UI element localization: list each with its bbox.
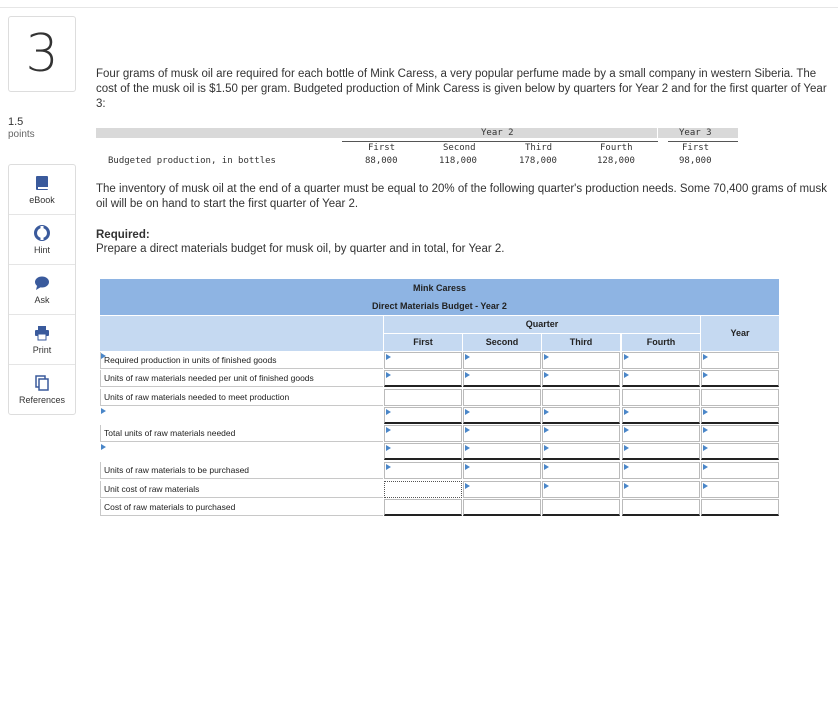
input-cell[interactable] <box>622 370 700 387</box>
input-cell[interactable] <box>622 425 700 442</box>
production-value: 98,000 <box>679 156 712 166</box>
sidebar-item-print[interactable] <box>9 315 75 365</box>
input-cell[interactable] <box>701 425 779 442</box>
year-header: Year <box>701 316 779 351</box>
input-cell[interactable] <box>701 462 779 479</box>
input-cell[interactable] <box>463 425 541 442</box>
production-value: 88,000 <box>365 156 398 166</box>
input-cell[interactable] <box>384 443 462 460</box>
input-cell[interactable] <box>542 425 620 442</box>
quarter-header: Quarter <box>384 316 700 333</box>
computed-cell <box>542 389 620 406</box>
computed-cell <box>384 389 462 406</box>
input-cell[interactable] <box>463 481 541 498</box>
computed-cell <box>463 499 541 516</box>
sidebar-item-references[interactable] <box>9 365 75 414</box>
computed-cell <box>701 499 779 516</box>
column-header-third: Third <box>542 334 620 351</box>
lifebuoy-icon <box>34 225 50 241</box>
input-cell[interactable] <box>384 352 462 369</box>
input-cell[interactable] <box>542 443 620 460</box>
required-text: Prepare a direct materials budget for musk oil, by quarter and in total, for Year 2. <box>96 243 505 255</box>
production-value: 128,000 <box>597 156 635 166</box>
input-cell[interactable] <box>384 481 462 498</box>
computed-cell <box>701 389 779 406</box>
quarter-label: Fourth <box>600 143 633 153</box>
inventory-paragraph: The inventory of musk oil at the end of a quarter must be equal to 20% of the following quarter's production needs. Some 70,400 grams of musk oil will be on hand to start the first quarter of Year 2. <box>96 183 827 210</box>
budget-title: Mink Caress <box>100 279 779 297</box>
sidebar-item-label: eBook <box>29 195 55 205</box>
row-arrow <box>100 443 106 460</box>
input-cell[interactable] <box>622 481 700 498</box>
budget-header-blank <box>100 316 383 351</box>
input-cell[interactable] <box>384 425 462 442</box>
production-row-label: Budgeted production, in bottles <box>108 156 276 166</box>
year2-label: Year 2 <box>481 128 514 138</box>
row-arrow <box>100 352 106 369</box>
year2-underline <box>342 141 658 142</box>
sidebar-item-label: Hint <box>33 245 50 255</box>
top-divider <box>0 7 838 8</box>
row-label-units-per-unit: Units of raw materials needed per unit of finished goods <box>100 370 383 387</box>
input-cell[interactable] <box>542 462 620 479</box>
quarter-label: Third <box>525 143 553 153</box>
points-value: 1.5 <box>8 116 24 128</box>
book-icon <box>34 175 50 191</box>
row-label-units-purchased: Units of raw materials to be purchased <box>100 462 383 479</box>
row-label-total-needed: Total units of raw materials needed <box>100 425 383 442</box>
sidebar-item-label: References <box>18 395 66 405</box>
quarter-label: First <box>682 143 710 153</box>
input-cell[interactable] <box>542 352 620 369</box>
input-cell[interactable] <box>701 352 779 369</box>
year3-label: Year 3 <box>679 128 712 138</box>
quarter-label: Second <box>443 143 476 153</box>
input-cell[interactable] <box>542 407 620 424</box>
column-header-fourth: Fourth <box>622 334 700 351</box>
row-label-units-needed: Units of raw materials needed to meet production <box>100 389 383 406</box>
input-cell[interactable] <box>701 443 779 460</box>
input-cell[interactable] <box>701 370 779 387</box>
input-cell[interactable] <box>463 407 541 424</box>
row-label-blank <box>100 407 383 424</box>
input-cell[interactable] <box>622 443 700 460</box>
input-cell[interactable] <box>701 407 779 424</box>
sidebar-item-ebook[interactable] <box>9 165 75 215</box>
sidebar-tools <box>8 164 76 415</box>
input-cell[interactable] <box>463 462 541 479</box>
row-arrow <box>100 407 106 424</box>
chat-icon <box>34 275 50 291</box>
required-heading: Required: <box>96 229 150 241</box>
sidebar-item-label: Ask <box>34 295 50 305</box>
column-header-first: First <box>384 334 462 351</box>
row-label-blank <box>100 443 383 460</box>
input-cell[interactable] <box>542 370 620 387</box>
computed-cell <box>542 499 620 516</box>
question-number: 3 <box>8 16 76 92</box>
computed-cell <box>622 389 700 406</box>
column-header-second: Second <box>463 334 541 351</box>
budget-subtitle: Direct Materials Budget - Year 2 <box>100 297 779 315</box>
sidebar-item-label: Print <box>32 345 52 355</box>
production-value: 178,000 <box>519 156 557 166</box>
row-label-unit-cost: Unit cost of raw materials <box>100 481 383 498</box>
computed-cell <box>384 499 462 516</box>
printer-icon <box>34 325 50 341</box>
sidebar-item-hint[interactable] <box>9 215 75 265</box>
input-cell[interactable] <box>384 462 462 479</box>
row-label-cost-purchased: Cost of raw materials to purchased <box>100 499 383 516</box>
sidebar-item-ask[interactable] <box>9 265 75 315</box>
year3-underline <box>668 141 738 142</box>
input-cell[interactable] <box>701 481 779 498</box>
input-cell[interactable] <box>463 443 541 460</box>
production-value: 118,000 <box>439 156 477 166</box>
row-label-required-production: Required production in units of finished goods <box>100 352 383 369</box>
problem-intro: Four grams of musk oil are required for each bottle of Mink Caress, a very popular perfume made by a small company in western Siberia. The cost of the musk oil is $1.50 per gram. Budgeted production of Mink Caress is given below by quarters for Year 2 and for the first quarter of Year 3: <box>96 68 827 110</box>
quarter-label: First <box>368 143 396 153</box>
header-gap <box>657 128 658 138</box>
computed-cell <box>622 499 700 516</box>
computed-cell <box>463 389 541 406</box>
input-cell[interactable] <box>384 370 462 387</box>
input-cell[interactable] <box>622 407 700 424</box>
production-table-header <box>96 128 738 138</box>
input-cell[interactable] <box>622 352 700 369</box>
input-cell[interactable] <box>463 370 541 387</box>
input-cell[interactable] <box>384 407 462 424</box>
input-cell[interactable] <box>463 352 541 369</box>
input-cell[interactable] <box>542 481 620 498</box>
points-label: points <box>8 129 35 140</box>
documents-icon <box>34 375 50 391</box>
input-cell[interactable] <box>622 462 700 479</box>
